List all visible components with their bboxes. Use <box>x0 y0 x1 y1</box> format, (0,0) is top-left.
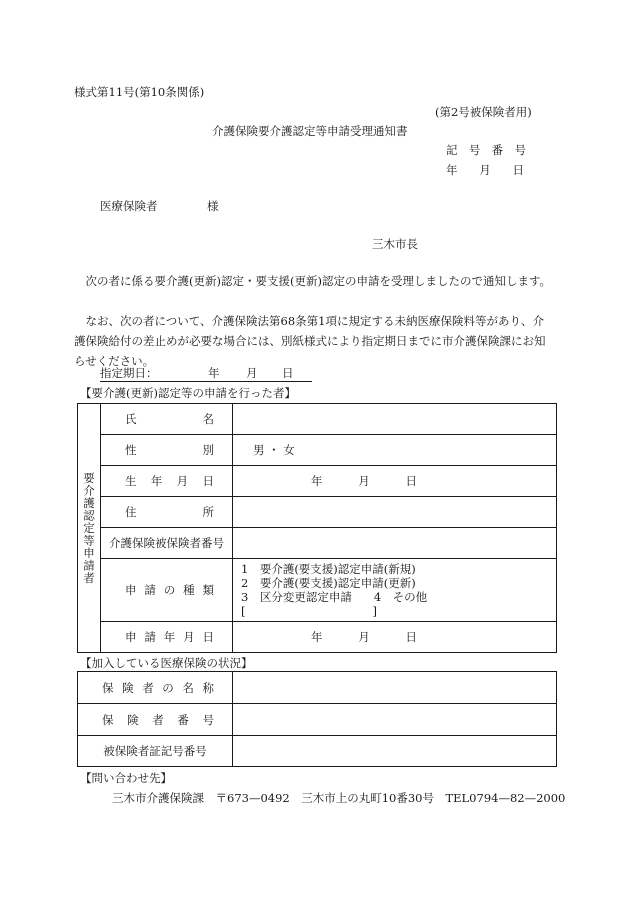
sender: 三木市長 <box>372 237 418 251</box>
insurer-name-label: 保 険 者 の 名 称 <box>78 672 233 704</box>
notice-paragraph: 次の者に係る要介護(更新)認定・要支援(更新)認定の申請を受理しましたので通知します。 <box>85 274 552 288</box>
address-field[interactable] <box>233 497 557 528</box>
contact-section-heading: 【問い合わせ先】 <box>80 771 172 785</box>
insured-number-label: 介護保険被保険者番号 <box>101 528 233 559</box>
addressee-name: 医療保険者 <box>100 199 158 213</box>
application-date-label: 申 請 年 月 日 <box>101 622 233 653</box>
kind-option-new: 1 要介護(要支援)認定申請(新規) <box>241 562 416 576</box>
application-kind-field[interactable] <box>233 559 557 622</box>
sex-field[interactable] <box>233 435 557 466</box>
addressee-honorific: 様 <box>207 199 219 213</box>
birthdate-field[interactable]: 年 月 日 <box>233 466 557 497</box>
card-number-field[interactable] <box>233 736 557 767</box>
kind-option-other: 4 その他 <box>373 590 428 604</box>
application-date-field[interactable]: 年 月 日 <box>233 622 557 653</box>
kind-option-other-line <box>241 590 556 618</box>
name-label: 氏 名 <box>101 404 233 435</box>
medical-insurance-section-heading: 【加入している医療保険の状況】 <box>80 656 253 670</box>
form-number: 様式第11号(第10条関係) <box>74 85 205 99</box>
card-number-label: 被保険者証記号番号 <box>78 736 233 767</box>
withhold-paragraph: なお、次の者について、介護保険法第68条第1項に規定する未納医療保険料等があり、介護保険給付の差止めが必要な場合には、別紙様式により指定期日までに市介護保険課にお知らせください。 <box>74 314 546 368</box>
address-label: 住 所 <box>101 497 233 528</box>
applicant-section-heading: 【要介護(更新)認定等の申請を行った者】 <box>80 386 296 400</box>
insured-number-field[interactable] <box>233 528 557 559</box>
birthdate-label: 生 年 月 日 <box>101 466 233 497</box>
insurer-number-field[interactable] <box>233 704 557 736</box>
application-kind-label: 申 請 の 種 類 <box>101 559 233 622</box>
name-field[interactable] <box>233 404 557 435</box>
insurer-number-label: 保 険 者 番 号 <box>78 704 233 736</box>
sex-label: 性 別 <box>101 435 233 466</box>
contact-info: 三木市介護保険課 〒673—0492 三木市上の丸町10番30号 TEL0794—82—2000 <box>112 791 566 805</box>
insurer-name-field[interactable] <box>233 672 557 704</box>
sex-options: 男 ・ 女 <box>253 443 295 457</box>
kind-option-renewal: 2 要介護(要支援)認定申請(更新) <box>241 576 416 590</box>
kind-option-change: 3 区分変更認定申請 <box>241 590 352 604</box>
document-title: 介護保険要介護認定等申請受理通知書 <box>212 124 408 138</box>
other-bracket: [ ] <box>241 604 377 618</box>
applicant-group-label: 要介護認定等申請者 <box>78 404 101 653</box>
issue-date-line: 年 月 日 <box>446 163 524 177</box>
designated-deadline: 指定期日： 年 月 日 <box>100 365 312 382</box>
medical-insurance-table <box>77 671 557 767</box>
form-type: (第2号被保険者用) <box>435 105 532 119</box>
applicant-table <box>77 403 557 653</box>
reference-number-line: 記 号 番 号 <box>446 143 526 157</box>
